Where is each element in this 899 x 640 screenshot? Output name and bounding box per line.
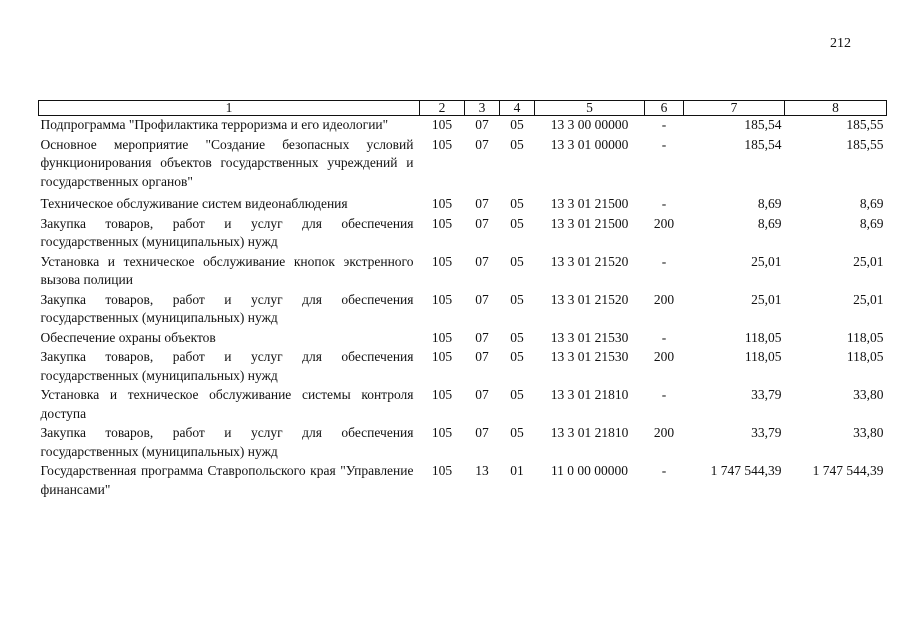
table-row [39,136,887,196]
row-name-cell: Установка и техническое обслуживание системы контроля доступа [40,387,414,421]
row-amount-7-cell: 185,54 [744,136,782,152]
header-col-5: 5 [535,101,645,116]
row-amount-8-cell: 118,05 [846,329,884,345]
row-amount-7-cell: 1 747 544,39 [710,463,782,478]
row-code-2-cell: 105 [431,215,453,231]
row-code-2-cell: 105 [431,329,453,345]
row-code-4-cell: 05 [510,215,524,231]
row-code-2-cell: 105 [431,463,453,478]
row-amount-8-cell: 25,01 [853,253,884,269]
row-target-code-cell: 13 3 01 21520 [550,253,629,269]
row-code-4-cell: 01 [510,463,524,478]
budget-table-container [38,100,886,500]
row-amount-8-cell: 25,01 [853,291,884,307]
row-amount-8-cell: 118,05 [846,349,884,364]
row-target-code-cell: 13 3 01 21810 [550,425,629,440]
row-expense-type-cell: - [661,117,667,132]
row-amount-7-cell: 118,05 [744,349,782,364]
table-row [39,424,887,462]
table-row [39,462,887,500]
row-target-code-cell: 11 0 00 00000 [550,463,629,478]
row-code-2-cell: 105 [431,253,453,269]
row-amount-8-cell: 8,69 [859,215,884,231]
row-code-3-cell: 07 [475,136,489,152]
row-code-3-cell: 07 [475,349,489,364]
row-amount-8-cell: 8,69 [859,196,884,211]
row-name-cell: Закупка товаров, работ и услуг для обеспечения государственных (муниципальных) нужд [40,215,414,249]
header-col-7: 7 [684,101,785,116]
row-name-cell: Закупка товаров, работ и услуг для обеспечения государственных (муниципальных) нужд [40,291,414,325]
row-target-code-cell: 13 3 00 00000 [550,117,629,132]
table-row [39,215,887,253]
table-row [39,116,887,136]
row-name-cell: Государственная программа Ставропольского края "Управление финансами" [40,463,414,497]
row-code-4-cell: 05 [510,291,524,307]
row-expense-type-cell: 200 [653,291,675,307]
row-code-4-cell: 05 [510,136,524,152]
row-expense-type-cell: - [661,196,667,211]
row-name-cell: Подпрограмма "Профилактика терроризма и его идеологии" [40,117,389,132]
row-target-code-cell: 13 3 01 21530 [550,329,629,345]
row-code-4-cell: 05 [510,349,524,364]
row-code-2-cell: 105 [431,196,453,211]
row-name-cell: Установка и техническое обслуживание кнопок экстренного вызова полиции [40,253,414,287]
row-expense-type-cell: - [661,387,667,402]
row-code-2-cell: 105 [431,291,453,307]
row-code-2-cell: 105 [431,387,453,402]
row-code-2-cell: 105 [431,349,453,364]
row-name-cell: Закупка товаров, работ и услуг для обеспечения государственных (муниципальных) нужд [40,425,414,459]
row-code-3-cell: 07 [475,253,489,269]
row-amount-7-cell: 25,01 [751,291,782,307]
row-target-code-cell: 13 3 01 21530 [550,349,629,364]
row-expense-type-cell: - [661,329,667,345]
row-amount-7-cell: 33,79 [751,425,782,440]
row-expense-type-cell: - [661,253,667,269]
row-code-3-cell: 07 [475,425,489,440]
row-code-2-cell: 105 [431,117,453,132]
row-code-4-cell: 05 [510,117,524,132]
row-code-4-cell: 05 [510,425,524,440]
row-amount-7-cell: 8,69 [757,215,782,231]
row-amount-8-cell: 1 747 544,39 [812,463,884,478]
row-expense-type-cell: 200 [653,425,675,440]
header-col-8: 8 [785,101,887,116]
row-code-4-cell: 05 [510,253,524,269]
row-expense-type-cell: 200 [653,349,675,364]
header-col-4: 4 [500,101,535,116]
row-target-code-cell: 13 3 01 21500 [550,196,629,211]
row-code-3-cell: 07 [475,387,489,402]
row-target-code-cell: 13 3 01 21500 [550,215,629,231]
header-col-3: 3 [465,101,500,116]
table-row [39,291,887,329]
row-amount-7-cell: 118,05 [744,329,782,345]
row-name-cell: Техническое обслуживание систем видеонаблюдения [40,196,348,211]
row-code-3-cell: 07 [475,329,489,345]
row-code-3-cell: 13 [475,463,489,478]
row-name-cell: Основное мероприятие "Создание безопасных условий функционирования объектов государственных учреждений и государственных органов" [40,136,414,189]
table-header-row [39,101,887,116]
table-row [39,348,887,386]
row-code-3-cell: 07 [475,117,489,132]
row-code-2-cell: 105 [431,425,453,440]
row-code-3-cell: 07 [475,291,489,307]
header-col-1: 1 [39,101,420,116]
row-code-3-cell: 07 [475,196,489,211]
row-target-code-cell: 13 3 01 21520 [550,291,629,307]
row-code-2-cell: 105 [431,136,453,152]
row-name-cell: Закупка товаров, работ и услуг для обеспечения государственных (муниципальных) нужд [40,349,414,383]
row-target-code-cell: 13 3 01 21810 [550,387,629,402]
row-expense-type-cell: - [661,136,667,152]
table-row [39,329,887,349]
page-number: 212 [830,36,851,51]
row-amount-7-cell: 8,69 [757,196,782,211]
header-col-2: 2 [420,101,465,116]
row-amount-8-cell: 33,80 [853,387,884,402]
header-col-6: 6 [645,101,684,116]
row-amount-8-cell: 185,55 [846,136,884,152]
row-name-cell: Обеспечение охраны объектов [40,329,216,345]
row-code-4-cell: 05 [510,196,524,211]
table-row [39,195,887,215]
row-expense-type-cell: - [661,463,667,478]
row-amount-8-cell: 185,55 [846,117,884,132]
table-row [39,386,887,424]
table-row [39,253,887,291]
row-code-4-cell: 05 [510,329,524,345]
row-target-code-cell: 13 3 01 00000 [550,136,629,152]
row-amount-7-cell: 25,01 [751,253,782,269]
row-amount-7-cell: 33,79 [751,387,782,402]
row-expense-type-cell: 200 [653,215,675,231]
row-code-3-cell: 07 [475,215,489,231]
table-body [39,116,887,501]
row-amount-8-cell: 33,80 [853,425,884,440]
row-code-4-cell: 05 [510,387,524,402]
row-amount-7-cell: 185,54 [744,117,782,132]
budget-table [38,100,887,500]
